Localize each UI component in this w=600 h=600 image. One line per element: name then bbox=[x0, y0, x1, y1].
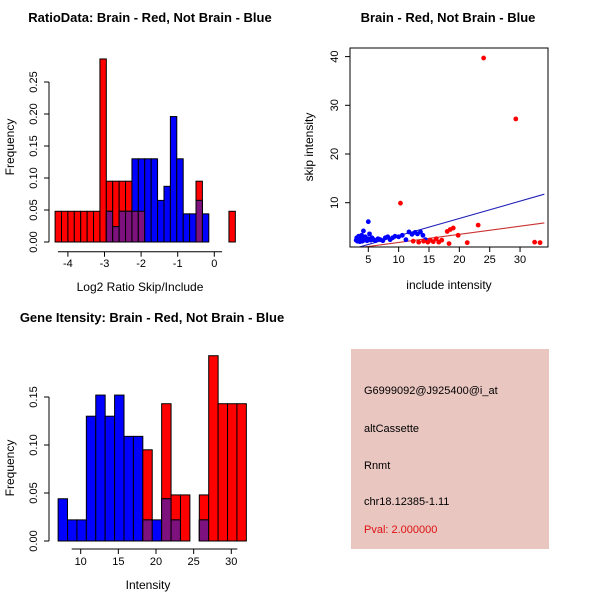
x-tick-label: -2 bbox=[136, 258, 146, 270]
x-tick-label: -1 bbox=[172, 258, 183, 270]
x-tick-label: 0 bbox=[211, 258, 218, 270]
y-tick-label: 20 bbox=[329, 147, 341, 161]
histogram-bar-blue bbox=[190, 214, 196, 242]
histogram-bar-blue bbox=[170, 117, 176, 242]
histogram-bar-blue bbox=[68, 520, 77, 541]
event-type-text: altCassette bbox=[364, 423, 420, 435]
histogram-bar-red bbox=[81, 211, 87, 242]
scatter-point-brain-red bbox=[532, 240, 537, 245]
histogram-bar-overlap bbox=[132, 211, 138, 242]
histogram-bar-red bbox=[228, 404, 237, 541]
plot-box bbox=[350, 48, 548, 247]
histogram-bar-red bbox=[218, 404, 227, 541]
scatter-point-brain-red bbox=[476, 223, 481, 228]
scatter-point-not-brain-blue bbox=[421, 233, 426, 238]
ratio-histogram-panel bbox=[0, 0, 300, 300]
x-axis-title: Log2 Ratio Skip/Include bbox=[76, 280, 204, 294]
scatter-point-not-brain-blue bbox=[366, 219, 371, 224]
y-tick-label: 0.25 bbox=[28, 71, 40, 93]
scatter-point-brain-red bbox=[513, 117, 518, 122]
histogram-bar-overlap bbox=[143, 520, 152, 541]
y-tick-label: 0.00 bbox=[28, 530, 40, 552]
y-tick-label: 40 bbox=[329, 50, 341, 63]
y-tick-label: 30 bbox=[329, 99, 341, 112]
y-tick-label: 0.10 bbox=[28, 434, 40, 456]
histogram-bar-red bbox=[68, 211, 74, 242]
y-axis-title: Frequency bbox=[3, 439, 17, 497]
y-tick-label: 0.15 bbox=[28, 135, 40, 157]
histogram-bar-red bbox=[209, 356, 218, 541]
x-axis-title: Intensity bbox=[125, 578, 171, 592]
x-tick-label: 10 bbox=[74, 556, 87, 568]
histogram-bar-blue bbox=[164, 186, 170, 242]
x-tick-label: 15 bbox=[422, 254, 436, 266]
histogram-bar-overlap bbox=[196, 200, 202, 242]
histogram-bar-overlap bbox=[113, 227, 119, 242]
x-tick-label: 15 bbox=[112, 556, 125, 568]
histogram-bar-overlap bbox=[106, 211, 112, 242]
x-tick-label: 30 bbox=[513, 254, 527, 266]
histogram-bar-blue bbox=[105, 416, 114, 541]
x-tick-label: 20 bbox=[149, 556, 163, 568]
scatter-point-brain-red bbox=[439, 238, 444, 243]
scatter-point-brain-red bbox=[538, 240, 543, 245]
panel-title: Brain - Red, Not Brain - Blue bbox=[360, 10, 536, 25]
histogram-bar-blue bbox=[96, 395, 105, 541]
gene-name-text: Rnmt bbox=[364, 460, 391, 472]
panel-title: RatioData: Brain - Red, Not Brain - Blue bbox=[28, 10, 272, 25]
x-tick-label: -3 bbox=[99, 258, 110, 270]
scatter-point-not-brain-blue bbox=[361, 229, 366, 234]
scatter-point-brain-red bbox=[456, 233, 461, 238]
scatter-point-brain-red bbox=[451, 226, 456, 231]
scatter-point-brain-red bbox=[421, 239, 426, 244]
histogram-bar-overlap bbox=[162, 499, 171, 541]
scatter-point-brain-red bbox=[465, 240, 470, 245]
histogram-bar-blue bbox=[77, 520, 86, 541]
scatter-point-not-brain-blue bbox=[404, 237, 409, 242]
histogram-bar-blue bbox=[133, 436, 142, 541]
x-tick-label: 5 bbox=[365, 254, 372, 266]
chr-location-text: chr18.12385-1.11 bbox=[364, 496, 450, 508]
x-tick-label: 10 bbox=[392, 254, 405, 266]
y-tick-label: 10 bbox=[329, 196, 341, 209]
histogram-bar-overlap bbox=[126, 211, 132, 242]
histogram-bar-red bbox=[61, 211, 67, 242]
histogram-bar-blue bbox=[115, 395, 124, 541]
y-axis-title: Frequency bbox=[3, 118, 17, 176]
scatter-point-brain-red bbox=[481, 56, 486, 61]
histogram-bar-blue bbox=[86, 416, 95, 541]
histogram-bar-blue bbox=[145, 159, 151, 242]
scatter-point-brain-red bbox=[416, 240, 421, 245]
x-tick-label: -4 bbox=[63, 258, 73, 270]
histogram-bar-overlap bbox=[199, 520, 208, 541]
histogram-bar-red bbox=[180, 495, 189, 541]
histogram-bar-red bbox=[74, 211, 80, 242]
histogram-bar-red bbox=[94, 211, 100, 242]
probe-id-text: G6999092@J925400@i_at bbox=[364, 385, 498, 397]
y-tick-label: 0.20 bbox=[28, 103, 40, 125]
histogram-bar-red bbox=[237, 404, 246, 541]
y-tick-label: 0.00 bbox=[28, 231, 40, 253]
panel-title: Gene Itensity: Brain - Red, Not Brain - Blue bbox=[19, 310, 285, 325]
histogram-bar-overlap bbox=[119, 211, 125, 242]
scatter-point-not-brain-blue bbox=[400, 233, 405, 238]
y-tick-label: 0.10 bbox=[28, 167, 40, 189]
y-tick-label: 0.15 bbox=[28, 386, 40, 408]
intensity-scatter-panel bbox=[300, 0, 600, 300]
y-tick-label: 0.05 bbox=[28, 482, 40, 504]
scatter-point-brain-red bbox=[398, 201, 403, 206]
x-tick-label: 25 bbox=[187, 556, 200, 568]
x-tick-label: 25 bbox=[483, 254, 496, 266]
x-tick-label: 20 bbox=[453, 254, 466, 266]
histogram-bar-red bbox=[55, 211, 61, 242]
histogram-bar-red bbox=[87, 211, 93, 242]
histogram-bar-overlap bbox=[171, 520, 180, 541]
histogram-bar-blue bbox=[177, 159, 183, 242]
histogram-bar-red bbox=[229, 211, 235, 242]
histogram-bar-red bbox=[100, 59, 106, 242]
y-tick-label: 0.05 bbox=[28, 199, 40, 221]
histogram-bar-blue bbox=[158, 200, 164, 242]
histogram-bar-blue bbox=[58, 499, 67, 541]
y-axis-title: skip intensity bbox=[302, 112, 316, 182]
scatter-point-brain-red bbox=[447, 241, 452, 246]
histogram-bar-blue bbox=[202, 214, 208, 242]
gene-intensity-histogram-panel bbox=[0, 300, 300, 600]
scatter-point-brain-red bbox=[411, 239, 416, 244]
histogram-bar-blue bbox=[183, 214, 189, 242]
histogram-bar-overlap bbox=[138, 211, 144, 242]
histogram-bar-blue bbox=[152, 520, 161, 541]
pval-text: Pval: 2.000000 bbox=[364, 524, 438, 536]
x-axis-title: include intensity bbox=[406, 278, 492, 292]
x-tick-label: 30 bbox=[225, 556, 238, 568]
histogram-bar-blue bbox=[124, 436, 133, 541]
histogram-bar-blue bbox=[151, 159, 157, 242]
gene-info-box bbox=[351, 349, 549, 549]
